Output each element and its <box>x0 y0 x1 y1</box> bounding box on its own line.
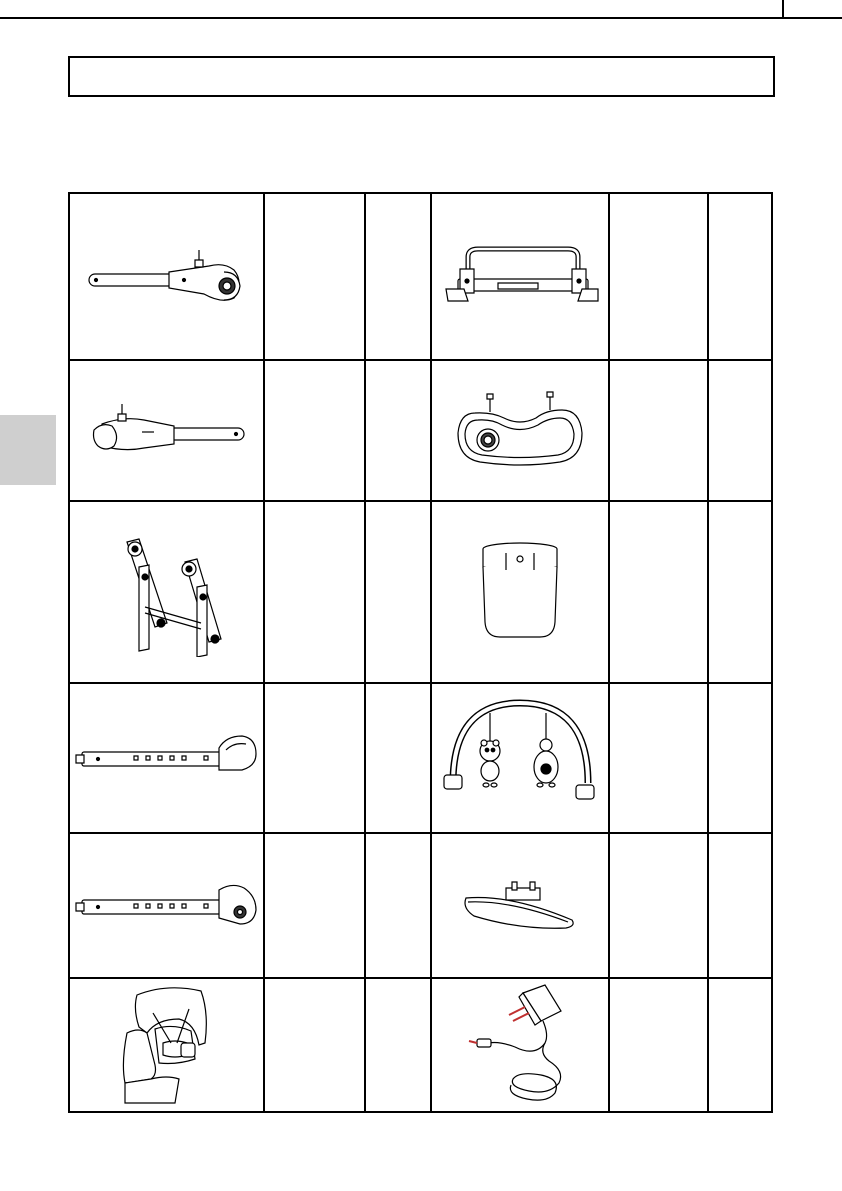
side-tab <box>0 415 56 485</box>
part-quantity-cell <box>708 978 772 1112</box>
part-image-cell <box>69 683 264 833</box>
part-description-cell <box>609 501 708 683</box>
part-image-cell <box>69 193 264 360</box>
storage-basket-icon <box>470 537 570 647</box>
part-quantity-cell <box>708 683 772 833</box>
part-description-cell <box>609 978 708 1112</box>
part-quantity-cell <box>365 833 431 978</box>
folding-frame-icon <box>97 527 237 657</box>
part-image-cell <box>431 683 609 833</box>
part-description-cell <box>264 833 365 978</box>
part-image-cell <box>69 501 264 683</box>
u-frame-bar-icon <box>438 239 603 314</box>
part-image-cell <box>69 360 264 501</box>
adjustable-leg-right-icon <box>74 876 259 936</box>
part-description-cell <box>609 833 708 978</box>
part-image-cell <box>431 833 609 978</box>
part-quantity-cell <box>365 193 431 360</box>
leg-tube-with-motor-hub-icon <box>84 242 249 312</box>
part-quantity-cell <box>708 833 772 978</box>
header-box <box>68 56 775 97</box>
corner-tick <box>782 0 784 19</box>
part-quantity-cell <box>365 978 431 1112</box>
part-image-cell <box>69 833 264 978</box>
toy-bar-icon <box>438 693 603 823</box>
part-quantity-cell <box>708 360 772 501</box>
leg-tube-with-knob-icon <box>84 396 249 466</box>
part-description-cell <box>264 501 365 683</box>
part-image-cell <box>431 501 609 683</box>
tray-with-cupholder-icon <box>450 388 590 473</box>
part-description-cell <box>264 683 365 833</box>
part-description-cell <box>264 360 365 501</box>
table-row <box>69 193 772 360</box>
part-description-cell <box>609 193 708 360</box>
part-description-cell <box>609 683 708 833</box>
table-row <box>69 360 772 501</box>
adjustable-leg-left-icon <box>74 728 259 788</box>
part-description-cell <box>264 978 365 1112</box>
part-image-cell <box>431 360 609 501</box>
table-row <box>69 833 772 978</box>
part-description-cell <box>609 360 708 501</box>
table-row <box>69 978 772 1112</box>
top-rule <box>0 17 842 19</box>
table-row <box>69 683 772 833</box>
parts-table <box>68 192 773 1113</box>
part-description-cell <box>264 193 365 360</box>
power-adapter-icon <box>465 983 575 1108</box>
part-image-cell <box>431 193 609 360</box>
part-quantity-cell <box>708 501 772 683</box>
part-quantity-cell <box>365 501 431 683</box>
part-image-cell <box>69 978 264 1112</box>
footrest-icon <box>460 876 580 936</box>
part-quantity-cell <box>365 360 431 501</box>
part-image-cell <box>431 978 609 1112</box>
part-quantity-cell <box>708 193 772 360</box>
table-row <box>69 501 772 683</box>
seat-icon <box>117 983 217 1108</box>
part-quantity-cell <box>365 683 431 833</box>
